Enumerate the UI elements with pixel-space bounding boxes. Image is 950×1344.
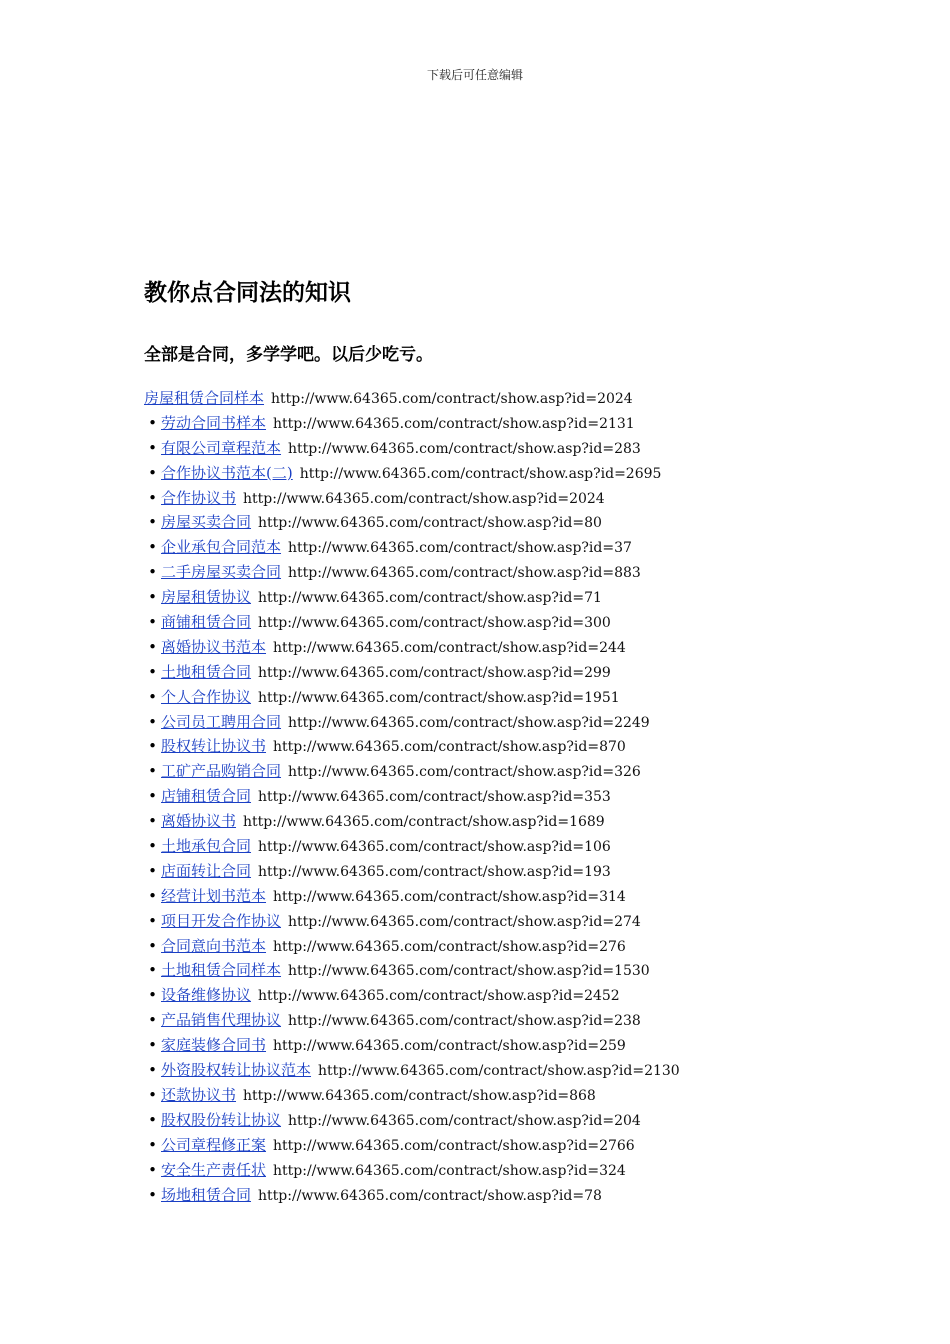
contract-url: http://www.64365.com/contract/show.asp?id=193 — [258, 863, 611, 880]
list-item — [144, 759, 904, 784]
list-item — [144, 909, 904, 934]
list-item — [144, 859, 904, 884]
bullet-icon: • — [148, 1110, 157, 1129]
page-subtitle: 全部是合同，多学学吧。以后少吃亏。 — [144, 345, 433, 365]
contract-url: http://www.64365.com/contract/show.asp?id=2131 — [273, 415, 635, 432]
contract-url: http://www.64365.com/contract/show.asp?id=37 — [288, 540, 632, 557]
contract-url: http://www.64365.com/contract/show.asp?id=1951 — [258, 689, 620, 706]
contract-link[interactable]: 安全生产责任状 — [161, 1160, 267, 1179]
contract-link[interactable]: 土地租赁合同 — [161, 662, 252, 681]
bullet-icon: • — [148, 1036, 157, 1055]
contract-url: http://www.64365.com/contract/show.asp?id=299 — [258, 664, 611, 681]
bullet-icon: • — [148, 613, 157, 632]
bullet-icon: • — [148, 413, 157, 432]
contract-link[interactable]: 房屋租赁协议 — [161, 588, 252, 607]
bullet-icon: • — [148, 837, 157, 856]
contract-link[interactable]: 店铺租赁合同 — [161, 787, 252, 806]
list-item — [144, 784, 904, 809]
contract-link[interactable]: 合作协议书范本(二) — [161, 463, 293, 482]
contract-link[interactable]: 股权转让协议书 — [161, 737, 267, 756]
contract-link[interactable]: 离婚协议书范本 — [161, 637, 267, 656]
bullet-icon: • — [148, 936, 157, 955]
list-item — [144, 1158, 904, 1183]
list-item — [144, 1033, 904, 1058]
contract-link[interactable]: 场地租赁合同 — [161, 1185, 252, 1204]
contract-url: http://www.64365.com/contract/show.asp?id=274 — [288, 913, 641, 930]
contract-link[interactable]: 商铺租赁合同 — [161, 613, 252, 632]
contract-link[interactable]: 设备维修协议 — [161, 986, 252, 1005]
bullet-icon: • — [148, 662, 157, 681]
contract-link[interactable]: 房屋租赁合同样本 — [144, 389, 265, 407]
list-item — [144, 983, 904, 1008]
contract-url: http://www.64365.com/contract/show.asp?id=1530 — [288, 963, 650, 980]
contract-link[interactable]: 二手房屋买卖合同 — [161, 563, 282, 582]
bullet-icon: • — [148, 886, 157, 905]
bullet-icon: • — [148, 712, 157, 731]
list-item — [144, 1083, 904, 1108]
contract-url: http://www.64365.com/contract/show.asp?id=78 — [258, 1187, 602, 1204]
contract-link[interactable]: 离婚协议书 — [161, 812, 237, 831]
bullet-icon: • — [148, 961, 157, 980]
list-item — [144, 1133, 904, 1158]
bullet-icon: • — [148, 787, 157, 806]
bullet-icon: • — [148, 861, 157, 880]
contract-link[interactable]: 土地租赁合同样本 — [161, 961, 282, 980]
bullet-icon: • — [148, 538, 157, 557]
contract-url: http://www.64365.com/contract/show.asp?id=2452 — [258, 988, 620, 1005]
list-item — [144, 510, 904, 535]
list-item — [144, 1008, 904, 1033]
header-note: 下载后可任意编辑 — [426, 68, 523, 82]
list-item — [144, 560, 904, 585]
contract-url: http://www.64365.com/contract/show.asp?id=2766 — [273, 1137, 635, 1154]
contract-link[interactable]: 家庭装修合同书 — [161, 1036, 267, 1055]
bullet-icon: • — [148, 488, 157, 507]
contract-link[interactable]: 项目开发合作协议 — [161, 911, 282, 930]
contract-link[interactable]: 股权股份转让协议 — [161, 1110, 282, 1129]
bullet-icon: • — [148, 563, 157, 582]
list-item — [144, 660, 904, 685]
contract-url: http://www.64365.com/contract/show.asp?id=1689 — [243, 814, 605, 831]
bullet-icon: • — [148, 986, 157, 1005]
bullet-icon: • — [148, 513, 157, 532]
list-item — [144, 884, 904, 909]
contract-link[interactable]: 公司员工聘用合同 — [161, 712, 282, 731]
bullet-icon: • — [148, 812, 157, 831]
bullet-icon: • — [148, 911, 157, 930]
contract-url: http://www.64365.com/contract/show.asp?id=283 — [288, 440, 641, 457]
bullet-icon: • — [148, 737, 157, 756]
contract-url: http://www.64365.com/contract/show.asp?id=2695 — [299, 465, 662, 482]
bullet-icon: • — [148, 463, 157, 482]
bullet-icon: • — [148, 588, 157, 607]
contract-url: http://www.64365.com/contract/show.asp?id=2249 — [288, 714, 650, 731]
contract-url: http://www.64365.com/contract/show.asp?id=259 — [273, 1038, 626, 1055]
contract-url: http://www.64365.com/contract/show.asp?id=300 — [258, 615, 611, 632]
list-item — [144, 1183, 904, 1208]
contract-url: http://www.64365.com/contract/show.asp?id=71 — [258, 590, 602, 607]
list-item — [144, 635, 904, 660]
page-title: 教你点合同法的知识 — [144, 280, 351, 306]
contract-url: http://www.64365.com/contract/show.asp?id=314 — [273, 888, 626, 905]
contract-url: http://www.64365.com/contract/show.asp?id=870 — [273, 739, 626, 756]
bullet-icon: • — [148, 762, 157, 781]
bullet-icon: • — [148, 1160, 157, 1179]
list-item — [144, 710, 904, 735]
bullet-icon: • — [148, 1061, 157, 1080]
contract-link[interactable]: 土地承包合同 — [161, 837, 252, 856]
list-item — [144, 610, 904, 635]
contract-url: http://www.64365.com/contract/show.asp?id=883 — [288, 565, 641, 582]
bullet-icon: • — [148, 687, 157, 706]
contract-url: http://www.64365.com/contract/show.asp?id=238 — [288, 1013, 641, 1030]
bullet-icon: • — [148, 1011, 157, 1030]
contract-link[interactable]: 企业承包合同范本 — [161, 538, 282, 557]
contract-link[interactable]: 有限公司章程范本 — [161, 438, 282, 457]
contract-link[interactable]: 经营计划书范本 — [161, 886, 267, 905]
list-item — [144, 685, 904, 710]
contract-url: http://www.64365.com/contract/show.asp?id=868 — [243, 1087, 596, 1104]
list-item — [144, 535, 904, 560]
contract-link[interactable]: 合作协议书 — [161, 488, 237, 507]
contract-url: http://www.64365.com/contract/show.asp?id=244 — [273, 639, 626, 656]
list-item — [144, 934, 904, 959]
contract-link[interactable]: 外资股权转让协议范本 — [161, 1061, 312, 1080]
list-item — [144, 436, 904, 461]
contract-link[interactable]: 劳动合同书样本 — [161, 413, 267, 432]
contract-url: http://www.64365.com/contract/show.asp?id=276 — [273, 938, 626, 955]
contract-link[interactable]: 公司章程修正案 — [161, 1135, 267, 1154]
contract-url: http://www.64365.com/contract/show.asp?id=204 — [288, 1112, 641, 1129]
contract-url: http://www.64365.com/contract/show.asp?id=326 — [288, 764, 641, 781]
contract-url: http://www.64365.com/contract/show.asp?id=353 — [258, 789, 611, 806]
list-item — [144, 411, 904, 436]
list-item — [144, 834, 904, 859]
list-item — [144, 386, 904, 411]
list-item — [144, 461, 904, 486]
list-item — [144, 734, 904, 759]
list-item — [144, 809, 904, 834]
bullet-icon: • — [148, 438, 157, 457]
contract-link[interactable]: 个人合作协议 — [161, 687, 252, 706]
contract-url: http://www.64365.com/contract/show.asp?id=2024 — [243, 490, 605, 507]
list-item — [144, 486, 904, 511]
bullet-icon: • — [148, 1185, 157, 1204]
list-item — [144, 585, 904, 610]
list-item — [144, 1108, 904, 1133]
contract-link[interactable]: 产品销售代理协议 — [161, 1011, 282, 1030]
contract-link-list — [144, 386, 904, 1207]
contract-url: http://www.64365.com/contract/show.asp?id=324 — [273, 1162, 626, 1179]
contract-link[interactable]: 合同意向书范本 — [161, 936, 267, 955]
bullet-icon: • — [148, 1085, 157, 1104]
bullet-icon: • — [148, 637, 157, 656]
contract-link[interactable]: 还款协议书 — [161, 1085, 237, 1104]
contract-url: http://www.64365.com/contract/show.asp?id=2130 — [318, 1063, 680, 1080]
contract-url: http://www.64365.com/contract/show.asp?id=80 — [258, 515, 602, 532]
contract-url: http://www.64365.com/contract/show.asp?id=106 — [258, 839, 611, 856]
bullet-icon: • — [148, 1135, 157, 1154]
contract-link[interactable]: 店面转让合同 — [161, 861, 252, 880]
contract-url: http://www.64365.com/contract/show.asp?id=2024 — [271, 391, 633, 407]
contract-link[interactable]: 房屋买卖合同 — [161, 513, 252, 532]
list-item — [144, 958, 904, 983]
contract-link[interactable]: 工矿产品购销合同 — [161, 762, 282, 781]
list-item — [144, 1058, 904, 1083]
